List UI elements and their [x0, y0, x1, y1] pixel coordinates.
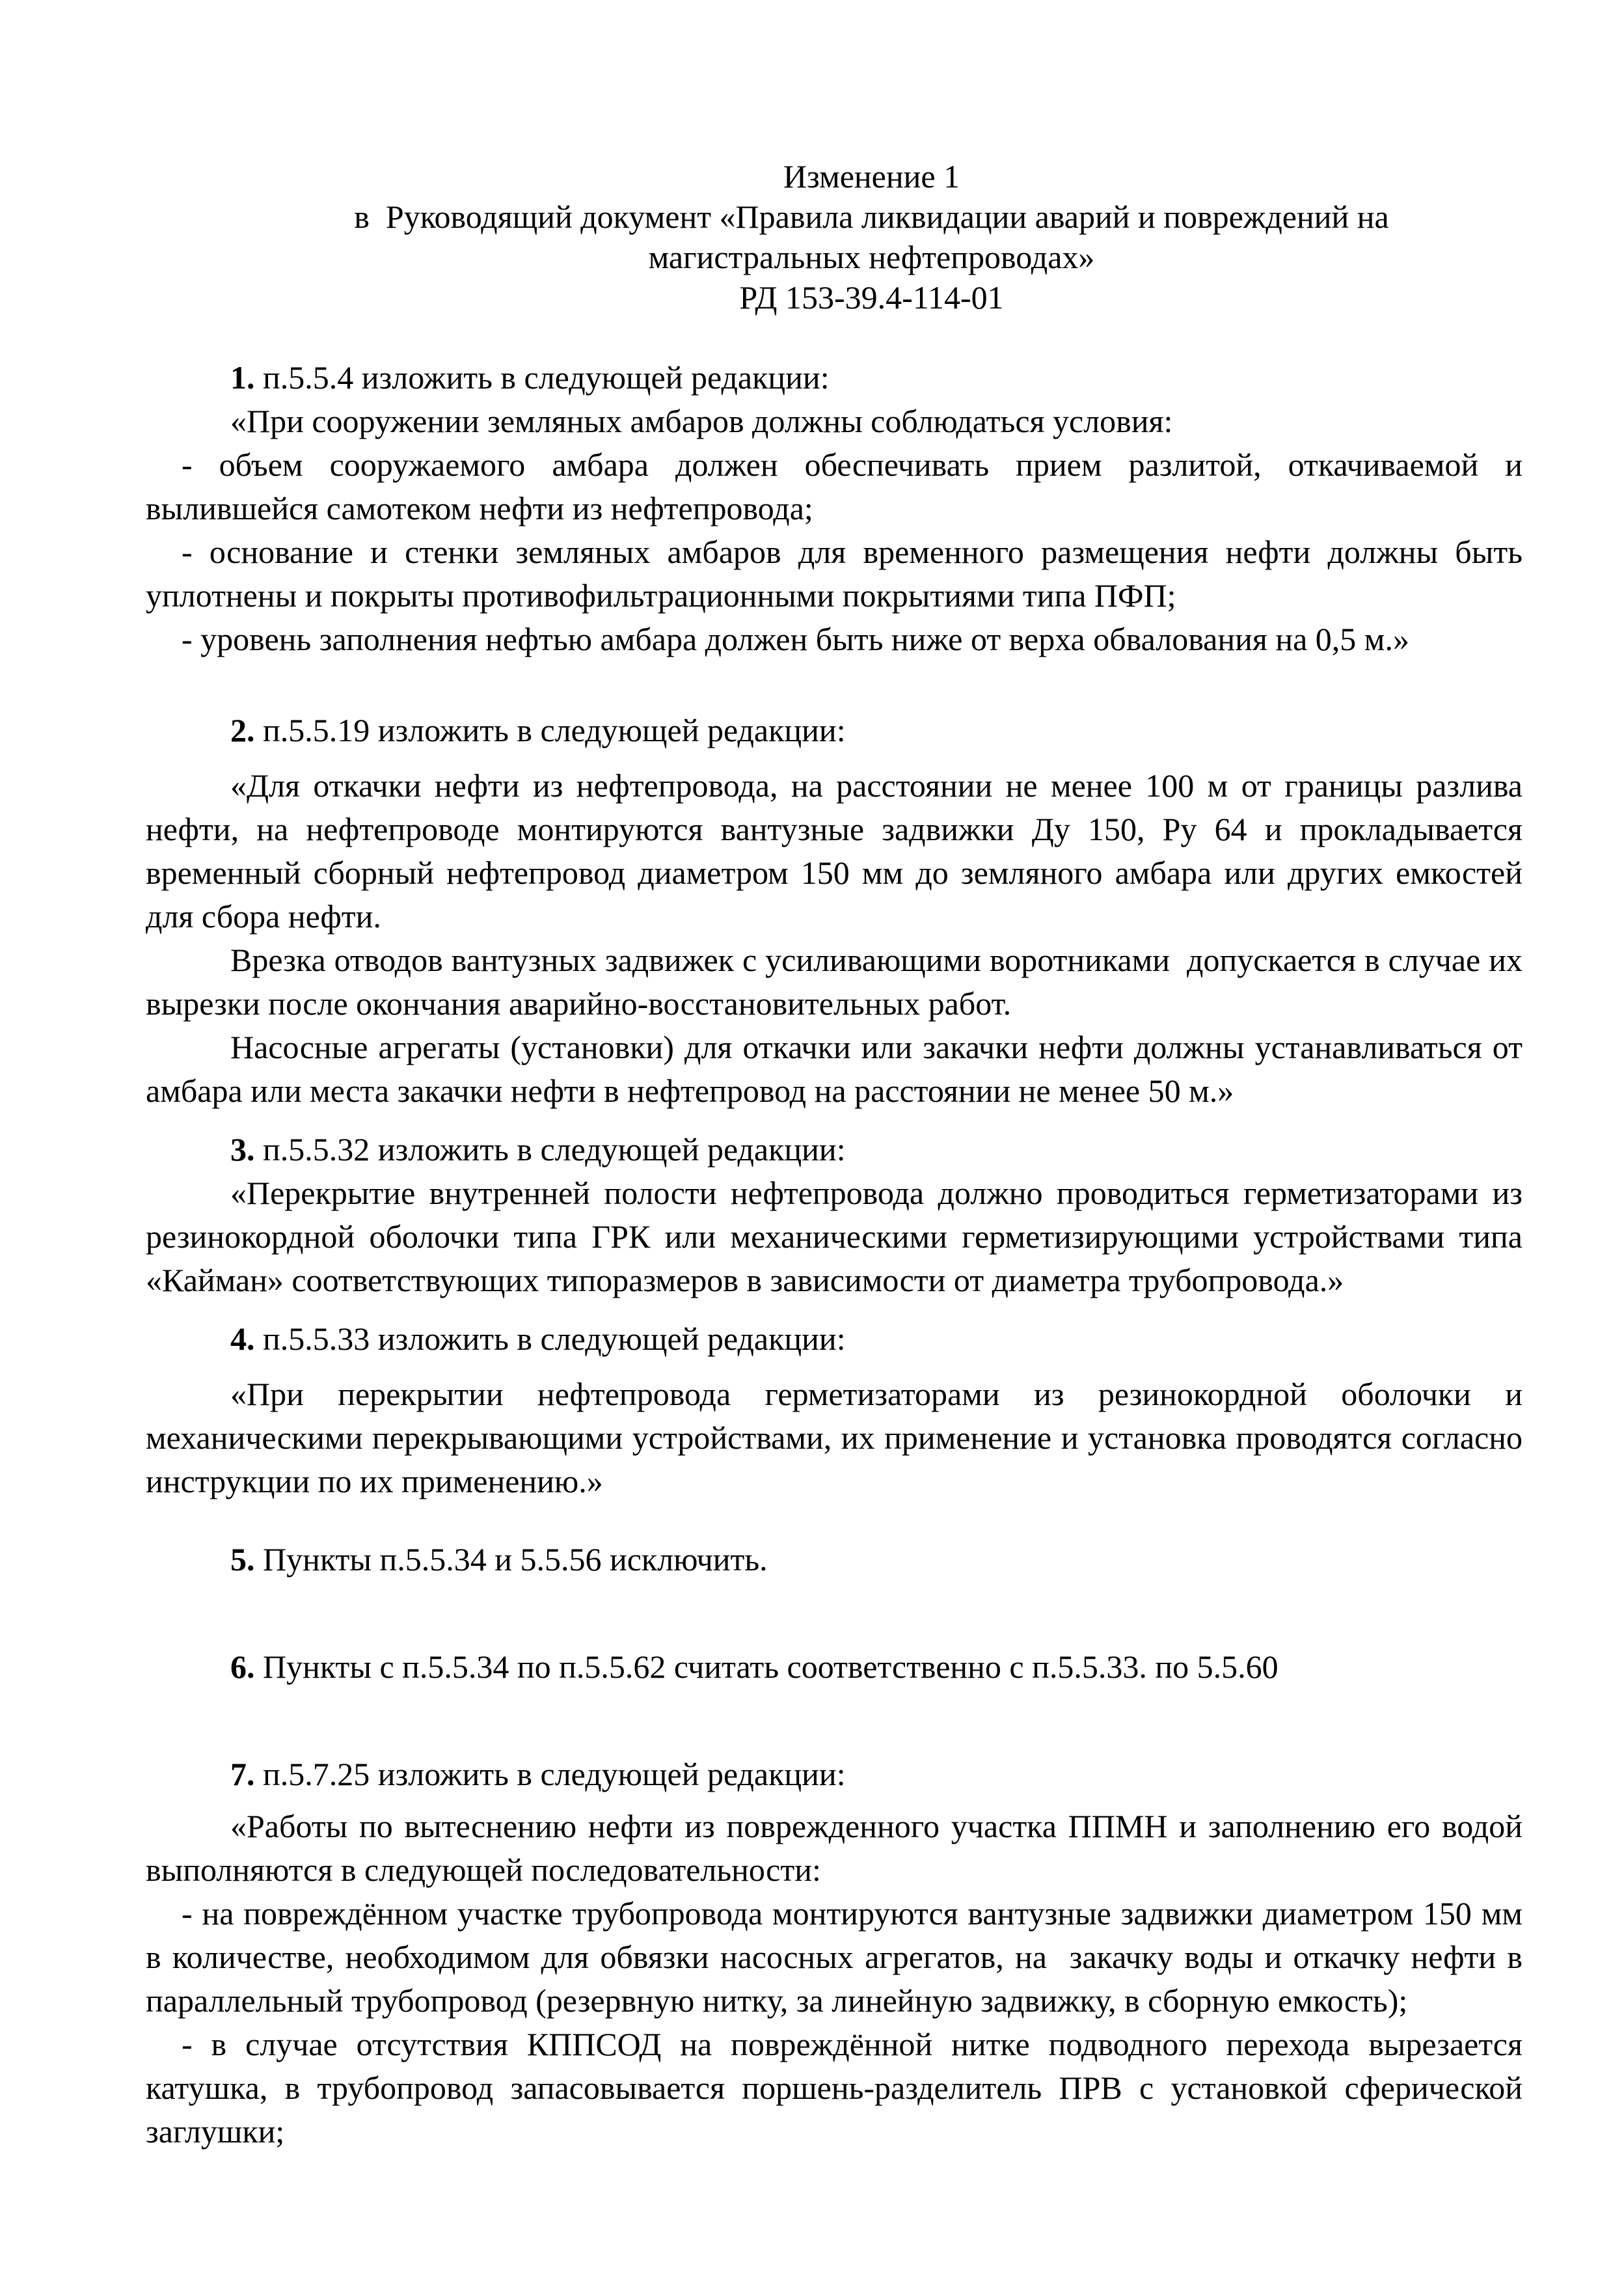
- paragraph-line: «Для откачки нефти из нефтепровода, на расстоянии не менее 100 м от границы разлива: [230, 767, 1522, 804]
- paragraph-line: - на повреждённом участке трубопровода монтируются вантузные задвижки диаметром 150 мм: [182, 1895, 1522, 1932]
- section-number: 4.: [230, 1320, 255, 1357]
- paragraph-line: для сбора нефти.: [146, 898, 381, 935]
- section-heading-text: п.5.5.4 изложить в следующей редакции:: [254, 359, 830, 396]
- section-number: 2.: [230, 712, 255, 748]
- section-number: 7.: [230, 1756, 255, 1792]
- section-heading: [146, 709, 1522, 752]
- paragraph-line: нефти, на нефтепроводе монтируются вантузные задвижки Ду 150, Ру 64 и прокладывается: [146, 811, 1522, 847]
- title-line-amendment: Изменение 1: [783, 158, 960, 195]
- paragraph-line: заглушки;: [146, 2113, 285, 2150]
- paragraph-line: параллельный трубопровод (резервную нитку, за линейную задвижку, в сборную емкость);: [146, 1982, 1408, 2019]
- paragraph-line: механическими перекрывающими устройствами, их применение и установка проводятся согласно: [146, 1419, 1522, 1456]
- title-line-document-name-1: в Руководящий документ «Правила ликвидации аварий и повреждений на: [354, 198, 1389, 235]
- paragraph-line: выполняются в следующей последовательности:: [146, 1852, 821, 1888]
- document-title: [146, 156, 1522, 318]
- section-heading: [146, 1128, 1522, 1171]
- paragraph-line: - объем сооружаемого амбара должен обеспечивать прием разлитой, откачиваемой и: [182, 446, 1522, 483]
- paragraph-line: «При сооружении земляных амбаров должны соблюдаться условия:: [230, 403, 1173, 439]
- paragraph-line: резинокордной оболочки типа ГРК или механическими герметизирующими устройствами типа: [146, 1218, 1522, 1255]
- paragraph-line: инструкции по их применению.»: [146, 1463, 603, 1499]
- section-heading: [146, 1317, 1522, 1361]
- paragraph-line: временный сборный нефтепровод диаметром 150 мм до земляного амбара или других емкостей: [146, 854, 1522, 891]
- section-6: [146, 1645, 1522, 1689]
- paragraph-line: катушка, в трубопровод запасовывается поршень-разделитель ПРВ с установкой сферической: [146, 2070, 1522, 2106]
- paragraph-line: амбара или места закачки нефти в нефтепровод на расстоянии не менее 50 м.»: [146, 1073, 1234, 1109]
- section-heading-text: п.5.5.32 изложить в следующей редакции:: [254, 1131, 846, 1168]
- paragraph-line: - в случае отсутствия КППСОД на повреждённой нитке подводного перехода вырезается: [182, 2026, 1522, 2062]
- paragraph-line: вырезки после окончания аварийно-восстановительных работ.: [146, 985, 1012, 1022]
- paragraph-line: уплотнены и покрыты противофильтрационными покрытиями типа ПФП;: [146, 577, 1176, 614]
- section-4: [146, 1317, 1522, 1503]
- section-heading: [146, 356, 1522, 400]
- paragraph-line: - уровень заполнения нефтью амбара должен быть ниже от верха обвалования на 0,5 м.»: [182, 621, 1409, 657]
- section-5: [146, 1538, 1522, 1581]
- section-number: 3.: [230, 1131, 255, 1168]
- paragraph-line: «Кайман» соответствующих типоразмеров в зависимости от диаметра трубопровода.»: [146, 1262, 1344, 1298]
- paragraph-line: «Перекрытие внутренней полости нефтепровода должно проводиться герметизаторами из: [230, 1175, 1522, 1211]
- paragraph-line: - основание и стенки земляных амбаров для временного размещения нефти должны быть: [182, 534, 1522, 570]
- section-3: [146, 1128, 1522, 1302]
- section-heading-text: Пункты с п.5.5.34 по п.5.5.62 считать соответственно с п.5.5.33. по 5.5.60: [254, 1648, 1279, 1685]
- paragraph-line: Насосные агрегаты (установки) для откачки или закачки нефти должны устанавливаться от: [230, 1029, 1522, 1065]
- section-heading-text: п.5.5.19 изложить в следующей редакции:: [254, 712, 846, 748]
- section-heading: [146, 1538, 1522, 1581]
- document-content: [146, 156, 1522, 2153]
- paragraph-line: в количестве, необходимом для обвязки насосных агрегатов, на закачку воды и откачку нефти в: [146, 1939, 1522, 1975]
- section-number: 6.: [230, 1648, 255, 1685]
- section-heading-text: п.5.7.25 изложить в следующей редакции:: [254, 1756, 846, 1792]
- section-number: 1.: [230, 359, 255, 396]
- paragraph-line: «Работы по вытеснению нефти из поврежденного участка ППМН и заполнению его водой: [230, 1808, 1522, 1844]
- paragraph-line: вылившейся самотеком нефти из нефтепровода;: [146, 490, 813, 526]
- section-1: [146, 356, 1522, 661]
- paragraph-line: «При перекрытии нефтепровода герметизаторами из резинокордной оболочки и: [230, 1376, 1522, 1412]
- title-line-document-code: РД 153-39.4-114-01: [739, 279, 1004, 316]
- section-2: [146, 709, 1522, 1113]
- section-number: 5.: [230, 1541, 255, 1578]
- sections: [146, 356, 1522, 2153]
- paragraph-line: Врезка отводов вантузных задвижек с усиливающими воротниками допускается в случае их: [230, 942, 1522, 978]
- section-heading-text: п.5.5.33 изложить в следующей редакции:: [254, 1320, 846, 1357]
- title-line-document-name-2: магистральных нефтепроводах»: [648, 239, 1095, 275]
- section-heading-text: Пункты п.5.5.34 и 5.5.56 исключить.: [254, 1541, 768, 1578]
- section-heading: [146, 1753, 1522, 1796]
- section-7: [146, 1753, 1522, 2153]
- section-heading: [146, 1645, 1522, 1689]
